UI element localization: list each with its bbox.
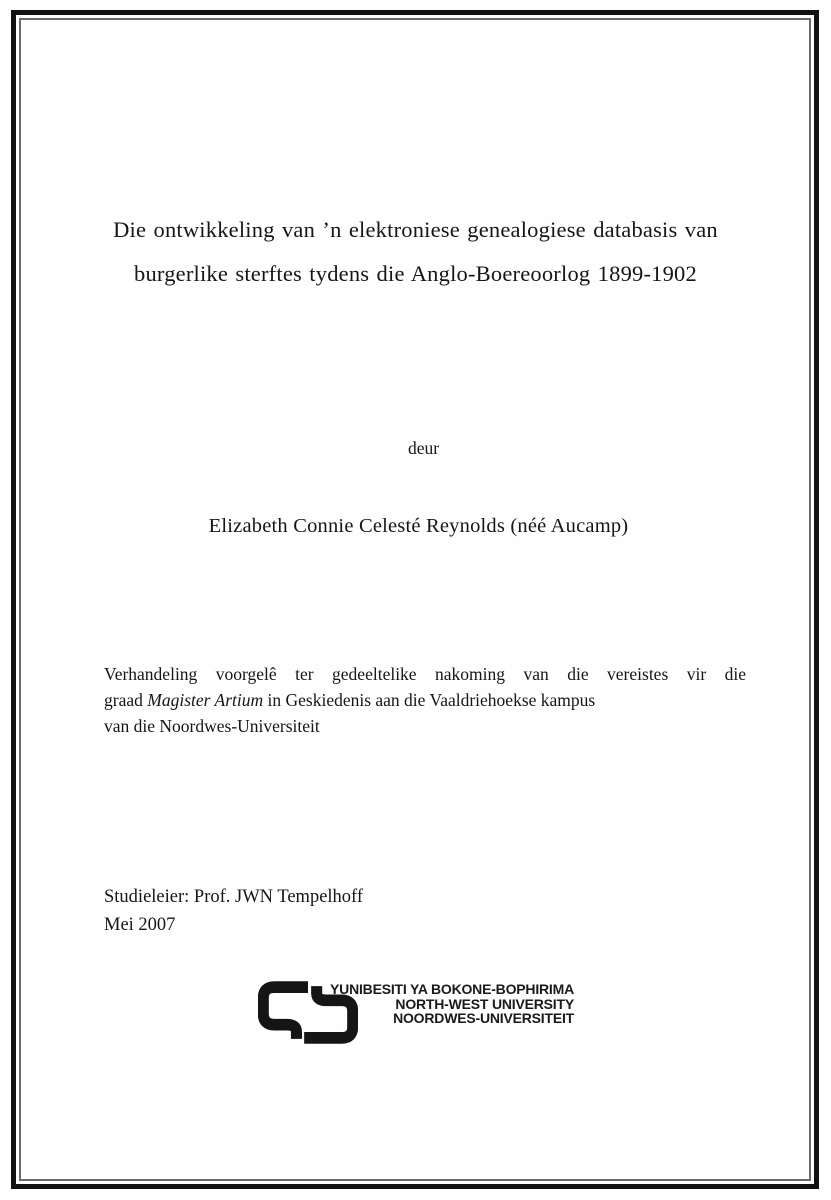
thesis-title	[40, 208, 791, 295]
byline-label: deur	[407, 438, 440, 458]
logo-text-english: NORTH-WEST UNIVERSITY	[395, 995, 574, 1012]
author-name: Elizabeth Connie Celesté Reynolds (néé Aucamp)	[208, 515, 629, 537]
submission-statement	[104, 661, 746, 739]
submission-line-1: Verhandeling voorgelê ter gedeeltelike nakoming van die vereistes vir die	[104, 664, 746, 684]
supervisor-line: Studieleier: Prof. JWN Tempelhoff	[104, 887, 364, 907]
submission-line-2-prefix: graad	[104, 690, 148, 710]
logo-text-setswana: YUNIBESITI YA BOKONE-BOPHIRIMA	[330, 981, 574, 997]
university-logo-text	[330, 982, 574, 1026]
thesis-title-line-1: Die ontwikkeling van ’n elektroniese genealogiese databasis van	[113, 217, 718, 242]
university-logo	[258, 975, 576, 1049]
submission-line-2-suffix: in Geskiedenis aan die Vaaldriehoekse kampus	[263, 690, 596, 710]
degree-name: Magister Artium	[147, 690, 264, 710]
date-line: Mei 2007	[104, 914, 176, 935]
submission-line-2	[104, 687, 746, 713]
supervisor-block	[104, 884, 363, 939]
submission-line-3: van die Noordwes-Universiteit	[104, 716, 320, 736]
thesis-title-line-2: burgerlike sterftes tydens die Anglo-Boereoorlog 1899-1902	[134, 260, 697, 286]
logo-text-afrikaans: NOORDWES-UNIVERSITEIT	[393, 1010, 574, 1027]
